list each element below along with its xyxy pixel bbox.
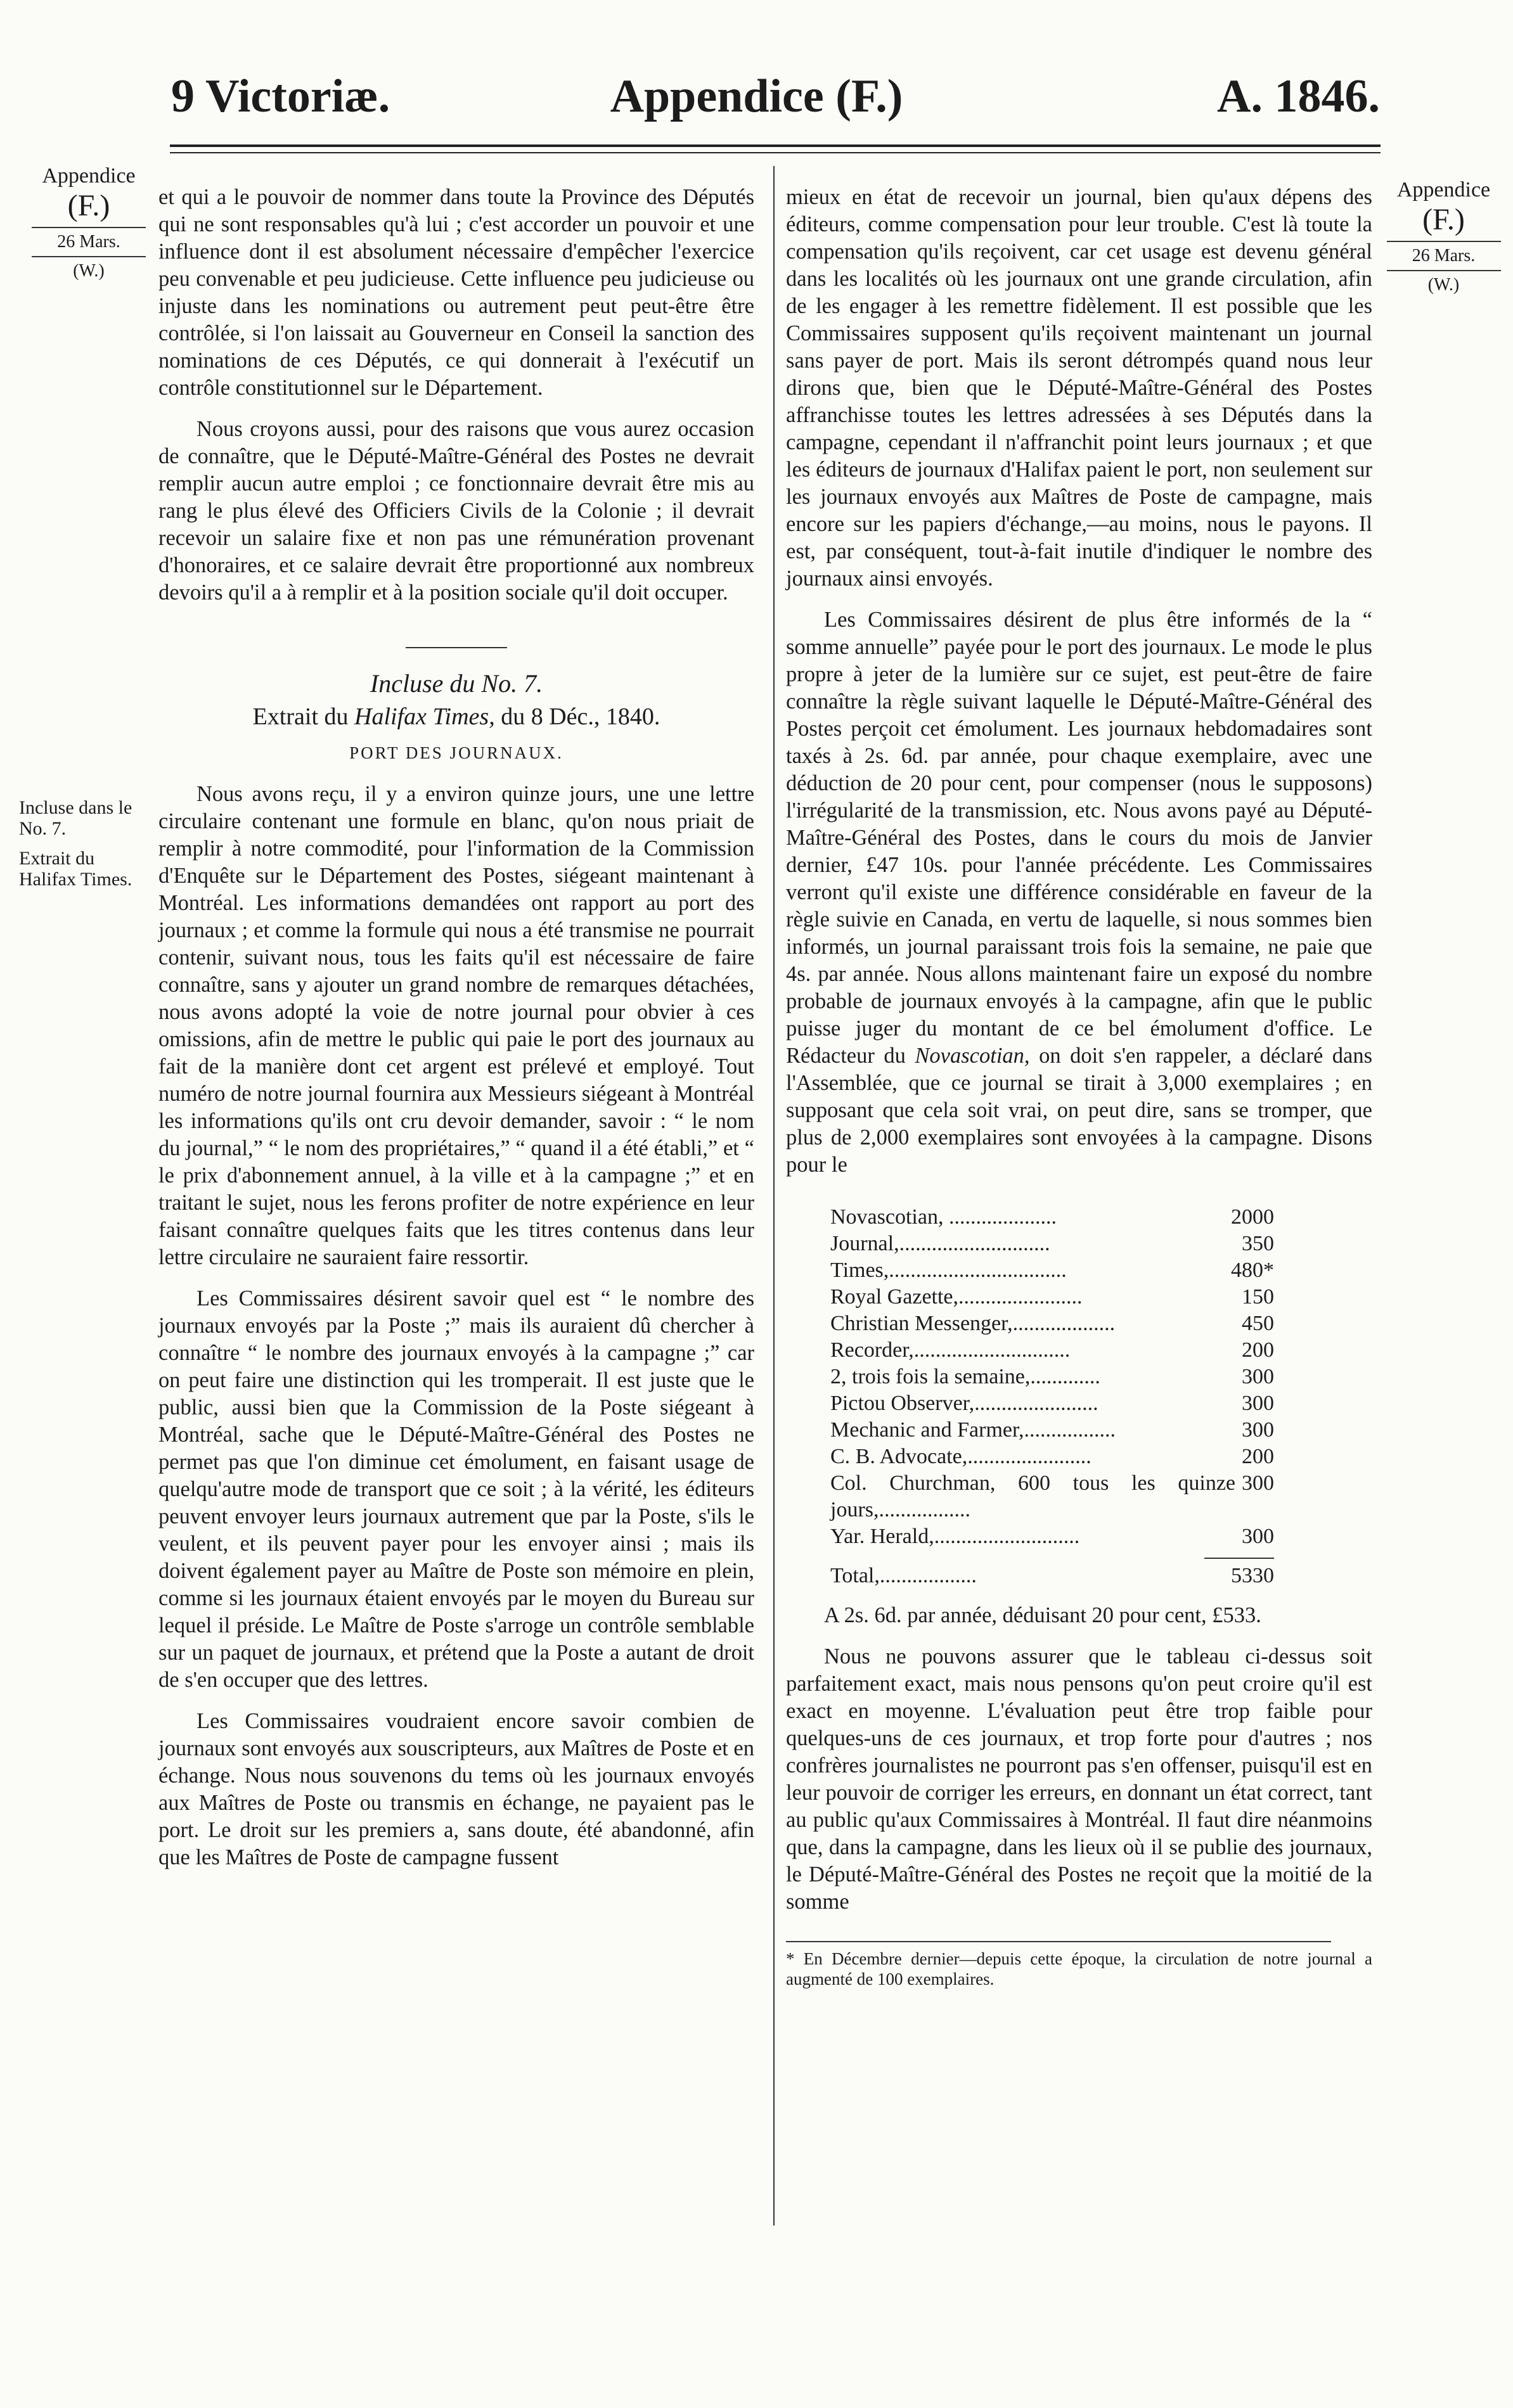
table-cell-value: 300 bbox=[1242, 1471, 1274, 1495]
table-cell-value: 2000 bbox=[1231, 1205, 1274, 1229]
header-rule-thin bbox=[170, 152, 1381, 153]
table-row bbox=[830, 1390, 1274, 1417]
table-row bbox=[830, 1257, 1274, 1284]
table-cell-name: Novascotian, .................... bbox=[830, 1205, 1057, 1229]
extract-date: du 8 Déc., 1840. bbox=[501, 703, 660, 730]
margin-right-date: 26 Mars. bbox=[1412, 246, 1476, 266]
margin-notes bbox=[19, 797, 152, 899]
table-cell-name: Journal,............................ bbox=[830, 1232, 1050, 1255]
table-cell-value: 200 bbox=[1242, 1338, 1274, 1362]
header-center: Appendice (F.) bbox=[610, 70, 903, 122]
footnote: * En Décembre dernier—depuis cette époque, la circulation de notre journal a augmenté de 100 exemplaires. bbox=[786, 1949, 1372, 1989]
right-paragraph-2-paper: Novascotian, bbox=[915, 1044, 1030, 1068]
total-label: Total,.................. bbox=[830, 1564, 977, 1587]
column-divider bbox=[773, 166, 775, 2225]
table-cell-value: 480* bbox=[1231, 1258, 1274, 1282]
table-cell-name: C. B. Advocate,....................... bbox=[830, 1445, 1091, 1468]
extract-heading bbox=[158, 703, 754, 731]
footnote-rule bbox=[786, 1941, 1331, 1942]
table-cell-value: 350 bbox=[1242, 1232, 1274, 1255]
left-paragraph-3: Nous avons reçu, il y a environ quinze jours, une une lettre circulaire contenant une formule en blanc, qu'on nous priait de remplir à notre commodité, pour l'information de la Commission d'Enquête sur le Département des Postes, siégeant maintenant à Montréal. Les informations demandées ont rapport au port des journaux ; et comme la formule qui nous a été transmise ne pourrait contenir, suivant nous, tous les faits qu'il est nécessaire de faire connaître, sans y ajouter un grand nombre de remarques détachées, nous avons adopté la voie de notre journal pour obvier à ces omissions, afin de mettre le public qui paie le port des journaux au fait de la manière dont cet argent est prélevé et employé. Tout numéro de notre journal fournira aux Messieurs siégeant à Montréal les informations qu'ils ont cru devoir demander, savoir : “ le nom du journal,” “ le nom des propriétaires,” “ quand il a été établi,” et “ le prix d'abonnement annuel, à la ville et à la campagne ;” et en traitant le sujet, nous les ferons profiter de notre expérience en leur faisant connaître quelques faits que les titres contenus dans leur lettre circulaire ne sauraient faire ressortir. bbox=[158, 782, 754, 1269]
margin-right-letter: (F.) bbox=[1422, 203, 1465, 237]
article-caption: PORT DES JOURNAUX. bbox=[349, 743, 563, 762]
table-row bbox=[830, 1310, 1274, 1337]
margin-left-rule bbox=[32, 227, 146, 228]
margin-left-date: 26 Mars. bbox=[57, 232, 120, 252]
header-right: A. 1846. bbox=[1217, 70, 1380, 122]
left-paragraph-2: Nous croyons aussi, pour des raisons que vous aurez occasion de connaître, que le Député-Maître-Général des Postes ne devrait remplir aucun autre emploi ; ce fonctionnaire devrait être mis au rang le plus élevé des Officiers Civils de la Colonie ; il devrait recevoir un salaire fixe et non pas une rémunération provenant d'honoraires, et ce salaire devrait être proportionné aux nombreux devoirs qu'il a à remplir et à la position sociale qu'il doit occuper. bbox=[158, 417, 754, 605]
header-left: 9 Victoriæ. bbox=[171, 70, 390, 122]
left-paragraph-4: Les Commissaires désirent savoir quel est “ le nombre des journaux envoyés par la Poste ;” mais ils auraient dû chercher à connaître “ le nombre des journaux envoyés à la campagne ;” car on peut faire une distinction qui les tromperait. Il est juste que le public, aussi bien que la Commission de la Poste siégeant à Montréal, sache que le Député-Maître-Général des Postes ne permet pas que l'on diminue cet émolument, en faisant usage de quelqu'autre mode de transport que ce soit ; à la vérité, les éditeurs peuvent envoyer leurs journaux autrement que par la Poste, s'ils le veulent, et ils peuvent payer pour les envoyer ainsi ; mais ils doivent également payer au Maître de Poste son mémoire en plein, comme si les journaux étaient envoyés par le moyen du Bureau sur lequel il préside. Le Maître de Poste s'arroge un contrôle semblable sur un paquet de journaux, et prétend que la Poste a autant de droit de s'en occuper que des lettres. bbox=[158, 1286, 754, 1692]
margin-right-rule bbox=[1387, 241, 1501, 242]
section-separator bbox=[406, 647, 507, 648]
table-row bbox=[830, 1523, 1274, 1550]
right-paragraph-2b: on doit s'en rappeler, a déclaré dans l'Assemblée, que ce journal se tirait à 3,000 exemplaires ; en supposant que cela soit vrai, on peut dire, sans se tromper, que plus de 2,000 exemplaires sont envoyées à la campagne. Disons pour le bbox=[786, 1044, 1373, 1177]
table-total-row bbox=[830, 1563, 1274, 1589]
table-cell-name: Yar. Herald,........................... bbox=[830, 1525, 1080, 1548]
table-cell-name: Christian Messenger,................... bbox=[830, 1312, 1116, 1335]
right-paragraph-1: mieux en état de recevoir un journal, bien qu'aux dépens des éditeurs, comme compensation pour leur trouble. C'est là toute la compensation qu'ils reçoivent, car cet usage est devenu général dans les localités où les journaux ont une grande circulation, afin de les engager à les remettre fidèlement. Il est possible que les Commissaires supposent qu'ils reçoivent maintenant un journal sans payer de port. Mais ils seront détrompés quand nous leur dirons que, bien que le Député-Maître-Général des Postes affranchisse toutes les lettres adressées à ses Députés dans la campagne, cependant il n'affranchit point leurs journaux ; et que les éditeurs de journaux d'Halifax paient le port, non seulement sur les journaux envoyés aux Maîtres de Poste de campagne, mais encore sur les papiers d'échange,—au moins, nous le payons. Il est, par conséquent, tout-à-fait inutile d'indiquer le nombre des journaux ainsi envoyés. bbox=[786, 185, 1372, 591]
extract-prefix: Extrait du bbox=[252, 703, 349, 730]
table-row bbox=[830, 1444, 1274, 1470]
circulation-table bbox=[830, 1204, 1274, 1589]
table-cell-value: 300 bbox=[1242, 1418, 1274, 1442]
table-cell-value: 150 bbox=[1242, 1285, 1274, 1309]
table-cell-name: Mechanic and Farmer,................. bbox=[830, 1418, 1116, 1442]
margin-right-appendice: Appendice bbox=[1396, 178, 1491, 202]
table-cell-value: 300 bbox=[1242, 1392, 1274, 1415]
table-row bbox=[830, 1417, 1274, 1444]
margin-note-incluse: Incluse dans le No. 7. bbox=[19, 797, 132, 839]
margin-left-letter: (F.) bbox=[67, 189, 110, 223]
table-cell-name: Pictou Observer,....................... bbox=[830, 1392, 1098, 1415]
table-row bbox=[830, 1204, 1274, 1231]
right-paragraph-3: Nous ne pouvons assurer que le tableau ci-dessus soit parfaitement exact, mais nous pensons qu'on peut croire qu'il est exact en moyenne. L'évaluation peut être trop faible pour quelques-uns de ces journaux, et trop forte pour d'autres ; nos confrères journalistes ne pourront pas s'en offenser, puisqu'il est en leur pouvoir de corriger les erreurs, en donnant un état correct, tant au public qu'aux Commissaires à Montréal. Il faut dire néanmoins que, dans la campagne, dans les lieux où il se publie des journaux, le Député-Maître-Général des Postes ne reçoit que la moitié de la somme bbox=[786, 1644, 1372, 1914]
table-cell-value: 300 bbox=[1242, 1525, 1274, 1548]
extract-paper: Halifax Times, bbox=[354, 703, 495, 730]
table-cell-name: 2, trois fois la semaine,............. bbox=[830, 1365, 1100, 1388]
table-cell-name: Royal Gazette,....................... bbox=[830, 1285, 1083, 1309]
table-row bbox=[830, 1231, 1274, 1257]
table-row bbox=[830, 1364, 1274, 1390]
right-paragraph-2a: Les Commissaires désirent de plus être informés de la “ somme annuelle” payée pour le port des journaux. Le mode le plus propre à jeter de la lumière sur ce sujet, est peut-être de faire connaître la règle suivant laquelle le Député-Maître-Général des Postes perçoit cet émolument. Les journaux hebdomadaires sont taxés à 2s. 6d. par année, pour chaque exemplaire, avec une déduction de 20 pour cent, pour compenser (nous le supposons) l'irrégularité de la transmission, etc. Nous avons payé au Député-Maître-Général des Postes, dans le cours du mois de Janvier dernier, £47 10s. pour l'année précédente. Les Commissaires verront qu'il existe une différence considérable en faveur de la règle suivie en Canada, en vertu de laquelle, si nous sommes bien informés, un journal paraissant trois fois la semaine, ne paie que 4s. par année. Nous allons maintenant faire un exposé du nombre probable de journaux envoyés à la campagne, afin que le public puisse juger du montant de ce bel émolument d'office. Le Rédacteur du bbox=[786, 608, 1372, 1068]
rate-line: A 2s. 6d. par année, déduisant 20 pour cent, £533. bbox=[824, 1603, 1261, 1627]
margin-left-appendice: Appendice bbox=[42, 164, 136, 188]
margin-right-label bbox=[1375, 177, 1512, 296]
table-cell-value: 450 bbox=[1242, 1312, 1274, 1335]
margin-left-label bbox=[19, 163, 158, 282]
table-cell-value: 200 bbox=[1242, 1445, 1274, 1468]
incluse-title: Incluse du No. 7. bbox=[370, 669, 543, 698]
left-paragraph-1: et qui a le pouvoir de nommer dans toute la Province des Députés qui ne sont responsables qu'à lui ; c'est accorder un pouvoir et une influence dont il est absolument nécessaire d'empêcher l'exercice peu convenable et peu judicieuse. Cette influence peu judicieuse ou injuste dans les nominations ou autrement peut peut-être être contrôlée, si l'on laissait au Gouverneur en Conseil la sanction des nominations de ces Députés, ce qui donnerait à l'exécutif un contrôle constitutionnel sur le Département. bbox=[158, 185, 754, 400]
margin-right-rule-2 bbox=[1387, 270, 1501, 271]
table-cell-value: 300 bbox=[1242, 1365, 1274, 1388]
margin-note-extrait: Extrait du Halifax Times. bbox=[19, 848, 132, 890]
left-paragraph-5: Les Commissaires voudraient encore savoir combien de journaux sont envoyés aux souscripteurs, aux Maîtres de Poste et en échange. Nous nous souvenons du tems où les journaux envoyés aux Maîtres de Poste ou transmis en échange, ne payaient pas le port. Le droit sur les premiers a, sans doute, été abandonné, afin que les Maîtres de Poste de campagne fussent bbox=[158, 1709, 754, 1869]
total-value: 5330 bbox=[1231, 1564, 1274, 1587]
margin-right-tag: (W.) bbox=[1427, 275, 1460, 295]
table-cell-name: Col. Churchman, 600 tous les quinze jours,................. bbox=[830, 1471, 1235, 1521]
margin-left-tag: (W.) bbox=[73, 261, 105, 281]
right-column bbox=[786, 184, 1372, 1989]
right-paragraph-2 bbox=[786, 606, 1372, 1179]
margin-left-rule-2 bbox=[32, 256, 146, 257]
table-cell-name: Recorder,............................. bbox=[830, 1338, 1071, 1362]
total-rule bbox=[1204, 1558, 1274, 1559]
table-row bbox=[830, 1337, 1274, 1364]
left-column bbox=[158, 184, 754, 1885]
header-rule-thick bbox=[170, 144, 1381, 147]
table-cell-name: Times,................................. bbox=[830, 1258, 1067, 1282]
table-row bbox=[830, 1470, 1274, 1523]
table-row bbox=[830, 1284, 1274, 1310]
